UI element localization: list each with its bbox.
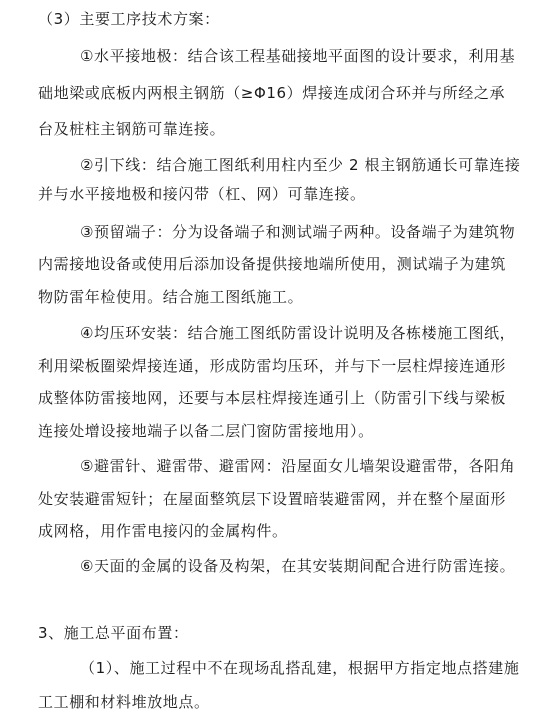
paragraph-line: ③预留端子：分为设备端子和测试端子两种。设备端子为建筑物	[80, 223, 516, 241]
paragraph-line: 物防雷年检使用。结合施工图纸施工。	[38, 288, 304, 306]
paragraph-line: ④均压环安装：结合施工图纸防雷设计说明及各栋楼施工图纸，	[80, 324, 516, 342]
paragraph-line: 台及桩柱主钢筋可靠连接。	[38, 120, 226, 138]
paragraph-line: 处安装避雷短针；在屋面整筑层下设置暗装避雷网，并在整个屋面形	[38, 490, 507, 508]
paragraph-line: 并与水平接地极和接闪带（杠、网）可靠连接。	[38, 185, 366, 203]
paragraph-line: ①水平接地极：结合该工程基础接地平面图的设计要求，利用基	[80, 47, 516, 65]
paragraph-line: （1）、施工过程中不在现场乱搭乱建，根据甲方指定地点搭建施	[80, 659, 520, 677]
paragraph-line: 内需接地设备或使用后添加设备提供接地端所使用，测试端子为建筑	[38, 255, 507, 273]
paragraph-line: 工工棚和材料堆放地点。	[38, 693, 210, 711]
paragraph-line: 础地梁或底板内两根主钢筋（≥Φ16）焊接连成闭合环并与所经之承	[38, 84, 506, 102]
paragraph-line: 成整体防雷接地网，还要与本层柱焊接连通引上（防雷引下线与梁板	[38, 389, 507, 407]
section-heading: 3、施工总平面布置：	[38, 624, 189, 642]
paragraph-line: 利用梁板圈梁焊接连通，形成防雷均压环，并与下一层柱焊接连通形	[38, 357, 507, 375]
paragraph-line: ⑤避雷针、避雷带、避雷网：沿屋面女儿墙架设避雷带，各阳角	[80, 457, 516, 475]
section-heading: （3）主要工序技术方案：	[38, 10, 220, 28]
paragraph-line: ②引下线：结合施工图纸利用柱内至少 2 根主钢筋通长可靠连接	[80, 156, 521, 174]
paragraph-line: 成网格，用作雷电接闪的金属构件。	[38, 522, 288, 540]
paragraph-line: 连接处增设接地端子以备二层门窗防雷接地用）。	[38, 422, 374, 440]
paragraph-line: ⑥天面的金属的设备及构架，在其安装期间配合进行防雷连接。	[80, 557, 516, 575]
